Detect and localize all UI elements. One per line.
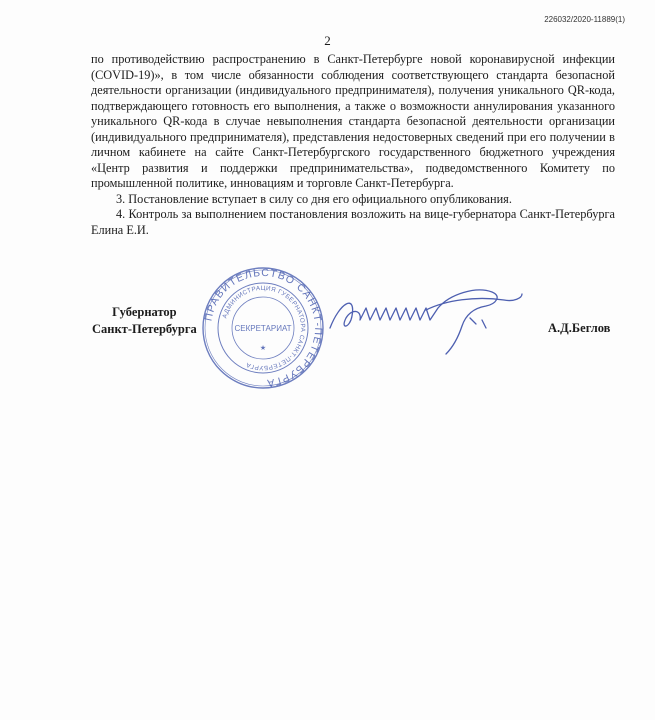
signatory-title-line-2: Санкт-Петербурга — [92, 322, 197, 336]
signatory-name: А.Д.Беглов — [548, 321, 611, 335]
signatory-title-line-1: Губернатор — [112, 305, 177, 319]
paragraph-item-4: 4. Контроль за выполнением постановления возложить на вице-губернатора Санкт-Петербурга Елина Е.И. — [91, 207, 615, 238]
signatory-title — [92, 304, 197, 338]
document-id: 226032/2020-11889(1) — [544, 15, 625, 24]
official-stamp — [201, 266, 325, 390]
stamp-star-icon: ★ — [259, 345, 267, 352]
handwritten-signature — [326, 280, 526, 360]
stamp-inner-text: АДМИНИСТРАЦИЯ ГУБЕРНАТОРА САНКТ-ПЕТЕРБУРГА — [221, 284, 307, 372]
stamp-outer-text: ПРАВИТЕЛЬСТВО САНКТ-ПЕТЕРБУРГА — [202, 266, 325, 390]
document-body — [91, 52, 615, 239]
paragraph-item-3: 3. Постановление вступает в силу со дня его официального опубликования. — [116, 191, 512, 206]
paragraph-continuation: по противодействию распространению в Санкт-Петербурге новой коронавирусной инфекции (COVID-19)», в том числе обязанности соблюдения соответствующего стандарта безопасной деятельности организации (индивидуального предпринимателя), получения уникального QR-кода, подтверждающего готовность его выполнения, а также о возможности аннулирования указанного уникального QR-кода в случае невыполнения стандарта безопасной деятельности организации (индивидуального предпринимателя), представления недостоверных сведений при его получении в личном кабинете на сайте Санкт-Петербургского государственного бюджетного учреждения «Центр развития и поддержки предпринимательства», подведомственного Комитету по промышленной политике, инновациям и торговле Санкт-Петербурга. — [91, 52, 615, 191]
stamp-center-text: СЕКРЕТАРИАТ — [234, 324, 292, 333]
page-number: 2 — [324, 33, 331, 48]
